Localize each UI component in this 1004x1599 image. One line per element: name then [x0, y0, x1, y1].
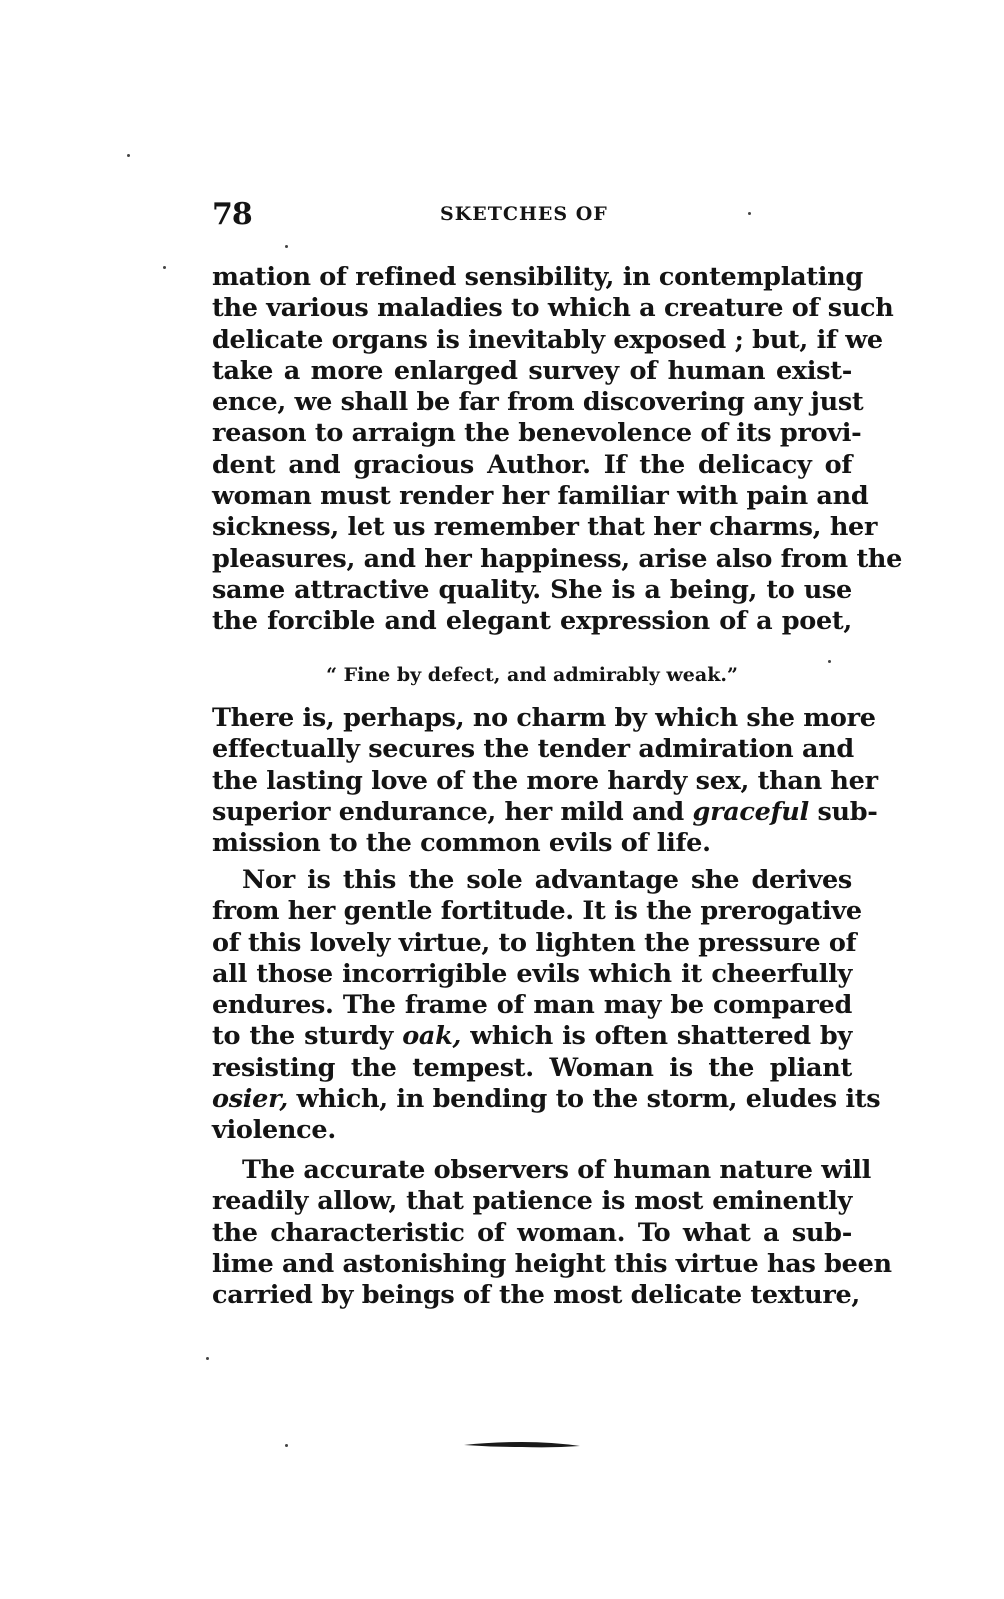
running-head — [212, 197, 852, 237]
text-line: endures. The frame of man may be compared — [212, 990, 852, 1021]
italic-word: osier, — [212, 1084, 288, 1115]
paragraph-4 — [212, 1155, 892, 1311]
text-line: the characteristic of woman. To what a sub- — [212, 1217, 852, 1248]
print-speck — [285, 245, 288, 248]
text-line: resisting the tempest. Woman is the pliant — [212, 1052, 852, 1083]
text-run: to the sturdy — [212, 1021, 403, 1052]
text-line: the various maladies to which a creature of such — [212, 293, 894, 324]
text-run: which, in bending to the storm, eludes its — [287, 1084, 881, 1115]
text-line: the forcible and elegant expression of a poet, — [212, 606, 852, 637]
text-line: effectually secures the tender admiration and — [212, 734, 854, 765]
tailpiece-rule — [462, 1441, 582, 1449]
text-line: of this lovely virtue, to lighten the pressure of — [212, 927, 857, 958]
text-line: take a more enlarged survey of human exist- — [212, 355, 852, 386]
text-line: all those incorrigible evils which it cheerfully — [212, 958, 852, 989]
paragraph-1 — [212, 262, 903, 638]
text-line: dent and gracious Author. If the delicacy of — [212, 449, 852, 480]
text-line: mation of refined sensibility, in contemplating — [212, 262, 863, 292]
text-line: reason to arraign the benevolence of its provi- — [212, 418, 862, 449]
print-speck — [206, 1357, 209, 1360]
italic-word: graceful — [692, 796, 809, 827]
text-line — [212, 1021, 852, 1052]
text-line: same attractive quality. She is a being, to use — [212, 574, 852, 605]
text-run: superior endurance, her mild and — [212, 796, 693, 827]
text-line: violence. — [212, 1115, 336, 1146]
text-line: woman must render her familiar with pain and — [212, 481, 869, 512]
print-speck — [127, 154, 130, 157]
text-line: from her gentle fortitude. It is the prerogative — [212, 896, 862, 927]
print-speck — [163, 266, 166, 269]
text-run: which is often shattered by — [461, 1021, 852, 1052]
text-line: lime and astonishing height this virtue has been — [212, 1248, 892, 1279]
text-run: sub- — [808, 796, 878, 827]
text-line — [212, 796, 878, 828]
print-speck — [828, 660, 831, 663]
text-line: carried by beings of the most delicate texture, — [212, 1280, 861, 1311]
print-speck — [748, 212, 751, 215]
print-speck — [285, 1444, 288, 1447]
text-line: sickness, let us remember that her charms, her — [212, 512, 878, 543]
paragraph-2 — [212, 703, 878, 859]
text-line: mission to the common evils of life. — [212, 828, 711, 859]
text-line: Nor is this the sole advantage she derives — [242, 865, 852, 895]
text-line: ence, we shall be far from discovering any just — [212, 387, 864, 418]
text-line: readily allow, that patience is most eminently — [212, 1186, 852, 1217]
page-number: 78 — [212, 197, 252, 232]
text-line: There is, perhaps, no charm by which she more — [212, 703, 876, 733]
text-line: delicate organs is inevitably exposed ; but, if we — [212, 324, 883, 355]
italic-word: oak, — [402, 1021, 462, 1052]
text-line: pleasures, and her happiness, arise also from the — [212, 543, 903, 574]
text-line: The accurate observers of human nature will — [242, 1155, 872, 1185]
running-title: SKETCHES OF — [440, 203, 608, 225]
text-line — [212, 1084, 881, 1115]
paragraph-3 — [212, 865, 881, 1147]
poet-quotation: “ Fine by defect, and admirably weak.” — [326, 664, 738, 686]
text-line: the lasting love of the more hardy sex, than her — [212, 765, 878, 796]
